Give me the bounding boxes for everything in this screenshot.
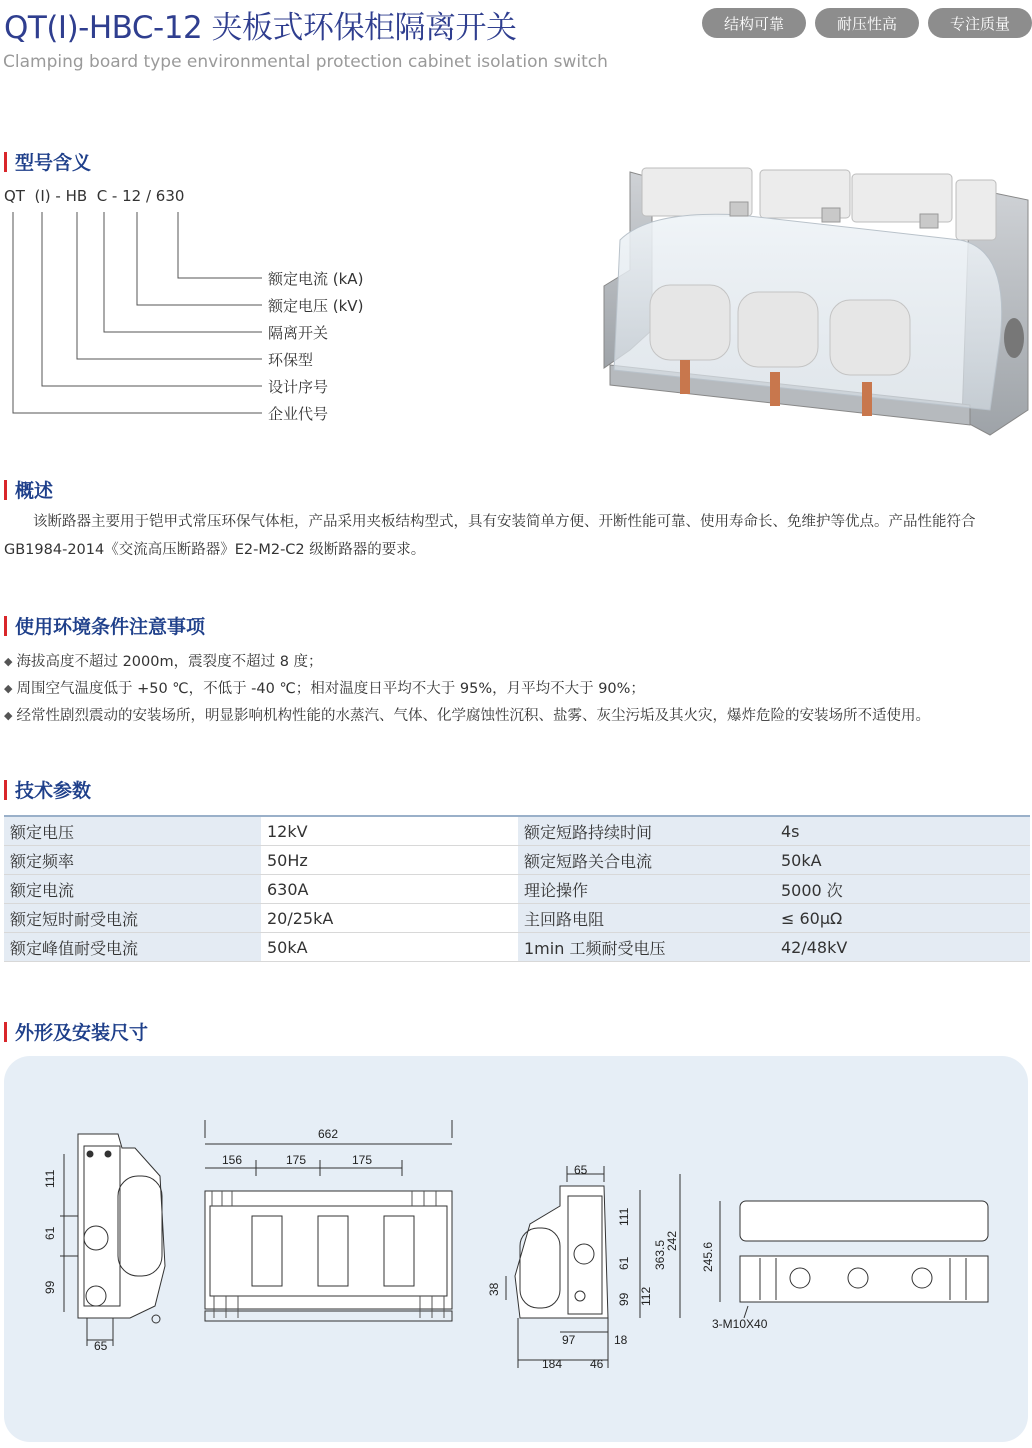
param-value: 42/48kV — [775, 933, 1030, 962]
section-heading-environment — [4, 612, 205, 639]
bolt-spec-label: 3-M10X40 — [712, 1317, 768, 1331]
dim-label-61-right: 61 — [617, 1256, 631, 1270]
table-row — [4, 846, 1030, 875]
section-heading-tech — [4, 776, 91, 803]
table-row — [4, 816, 1030, 846]
leader-line — [42, 212, 262, 386]
heading-text: 技术参数 — [15, 780, 92, 802]
dim-label-46: 46 — [590, 1357, 604, 1371]
param-value: 5000 次 — [775, 875, 1030, 904]
legend-design-number: 设计序号 — [268, 378, 329, 396]
dim-label-662: 662 — [318, 1127, 339, 1141]
legend-rated-current: 额定电流 (kA) — [268, 270, 364, 288]
heading-text: 使用环境条件注意事项 — [15, 616, 206, 638]
env-item-altitude — [4, 650, 323, 671]
param-label: 额定电流 — [4, 875, 261, 904]
bullet-icon: ◆ — [4, 709, 13, 722]
param-label: 理论操作 — [518, 875, 775, 904]
section-heading-overview — [4, 476, 53, 503]
dim-label-111-right: 111 — [617, 1207, 631, 1226]
model-code-leader-lines — [0, 0, 270, 430]
section-heading-dimensions — [4, 1018, 148, 1045]
param-value: 4s — [775, 816, 1030, 846]
env-item-vibration — [4, 704, 930, 725]
dim-label-99: 99 — [43, 1280, 57, 1294]
param-label: 额定频率 — [4, 846, 261, 875]
dimension-drawings — [0, 1056, 1032, 1442]
env-item-text: 海拔高度不超过 2000m，震裂度不超过 8 度； — [16, 654, 323, 670]
top-view — [720, 1201, 988, 1318]
heading-text: 概述 — [15, 480, 54, 502]
param-label: 额定短时耐受电流 — [4, 904, 261, 933]
legend-rated-voltage: 额定电压 (kV) — [268, 297, 364, 315]
param-label: 额定短路关合电流 — [518, 846, 775, 875]
overview-text: 该断路器主要用于铠甲式常压环保气体柜，产品采用夹板结构型式，具有安装简单方便、开断性能可靠、使用寿命长、免维护等优点。产品性能符合 GB1984-2014《交流高压断路器》E2-M2-C2 级断路器的要求。 — [4, 514, 976, 558]
feature-badges — [702, 8, 1032, 38]
bullet-icon: ◆ — [4, 682, 13, 695]
page-subtitle: Clamping board type environmental protection cabinet isolation switch — [3, 52, 608, 72]
leader-line — [104, 212, 262, 332]
dim-label-242: 242 — [665, 1230, 679, 1251]
param-value: 50kA — [775, 846, 1030, 875]
table-row — [4, 933, 1030, 962]
badge-reliable: 结构可靠 — [702, 8, 806, 38]
param-label: 1min 工频耐受电压 — [518, 933, 775, 962]
dim-label-245-6: 245.6 — [701, 1241, 715, 1272]
dim-label-175: 175 — [286, 1153, 307, 1167]
leader-line — [77, 212, 262, 359]
legend-company-code: 企业代号 — [268, 405, 329, 423]
param-value: 20/25kA — [261, 904, 518, 933]
dim-label-175: 175 — [352, 1153, 373, 1167]
bullet-icon: ◆ — [4, 655, 13, 668]
param-value: 12kV — [261, 816, 518, 846]
model-code: QT (I) - HB C - 12 / 630 — [4, 187, 185, 205]
env-item-text: 经常性剧烈震动的安装场所，明显影响机构性能的水蒸汽、气体、化学腐蚀性沉积、盐雾、灰尘污垢及其火灾，爆炸危险的安装场所不适使用。 — [16, 708, 930, 724]
legend-eco-type: 环保型 — [268, 351, 314, 369]
param-label: 额定短路持续时间 — [518, 816, 775, 846]
dim-label-156: 156 — [222, 1153, 243, 1167]
tech-params-table — [4, 815, 1030, 962]
table-row — [4, 875, 1030, 904]
param-label: 额定峰值耐受电流 — [4, 933, 261, 962]
dim-label-112: 112 — [639, 1286, 653, 1306]
dim-label-97: 97 — [562, 1333, 576, 1347]
dim-label-18: 18 — [614, 1333, 628, 1347]
env-item-temperature — [4, 677, 645, 698]
param-label: 额定电压 — [4, 816, 261, 846]
heading-text: 型号含义 — [15, 152, 92, 174]
heading-bar — [4, 780, 7, 800]
dim-label-65-right: 65 — [574, 1163, 588, 1177]
param-value: 630A — [261, 875, 518, 904]
dim-label-61: 61 — [43, 1226, 57, 1240]
page-title: QT(I)-HBC-12 夹板式环保柜隔离开关 — [4, 10, 517, 46]
dim-label-184: 184 — [542, 1357, 563, 1371]
dim-label-111: 111 — [43, 1169, 57, 1188]
dim-label-99-right: 99 — [617, 1292, 631, 1306]
heading-bar — [4, 480, 7, 500]
dim-label-363-5: 363.5 — [653, 1239, 667, 1270]
front-view — [205, 1120, 452, 1321]
leader-line — [178, 212, 262, 278]
param-value: ≤ 60μΩ — [775, 904, 1030, 933]
dim-label-38: 38 — [487, 1282, 501, 1296]
heading-text: 外形及安装尺寸 — [15, 1022, 149, 1044]
product-photo — [590, 160, 1032, 452]
param-label: 主回路电阻 — [518, 904, 775, 933]
table-row — [4, 904, 1030, 933]
badge-quality: 专注质量 — [928, 8, 1032, 38]
heading-bar — [4, 616, 7, 636]
left-side-view — [60, 1134, 165, 1346]
leader-line — [137, 212, 262, 305]
param-value: 50Hz — [261, 846, 518, 875]
env-item-text: 周围空气温度低于 +50 ℃，不低于 -40 ℃；相对温度日平均不大于 95%，月平均不大于 90%； — [16, 681, 645, 697]
param-value: 50kA — [261, 933, 518, 962]
heading-bar — [4, 1022, 7, 1042]
dim-label-65: 65 — [94, 1339, 108, 1353]
badge-high-voltage: 耐压性高 — [815, 8, 919, 38]
legend-isolation-switch: 隔离开关 — [268, 324, 329, 342]
